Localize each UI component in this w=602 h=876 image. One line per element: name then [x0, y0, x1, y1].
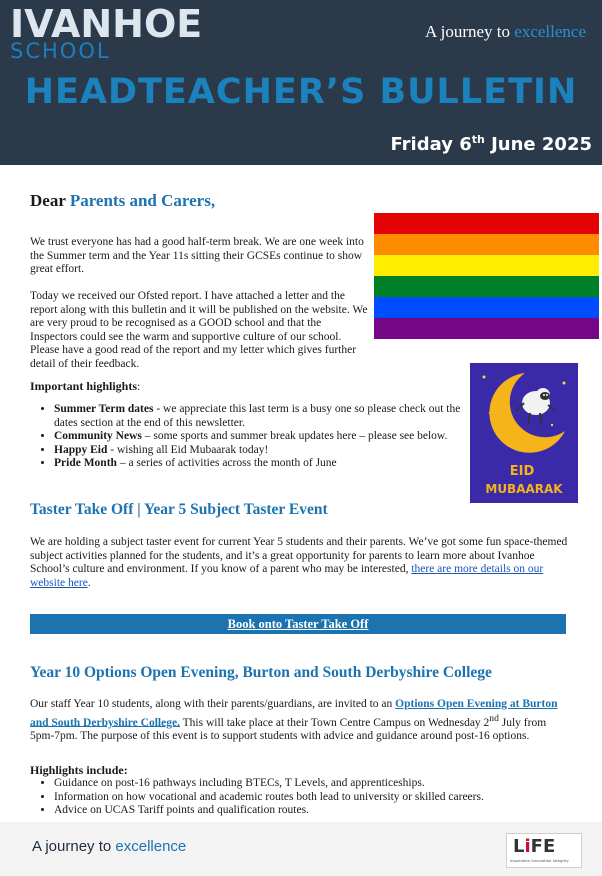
pride-flag-image: [374, 213, 599, 363]
taster-details-link[interactable]: there are more details on our website here: [30, 563, 544, 589]
list-item: • Advice on UCAS Tariff points and qualification routes.: [54, 804, 594, 818]
list-item: • Pride Month – a series of activities across the month of June: [54, 457, 474, 471]
flag-stripe: [374, 234, 599, 255]
eid-mubaarak-image: [470, 363, 578, 503]
greeting: Dear Parents and Carers,: [30, 191, 216, 210]
bulletin-title: HEADTEACHER’S BULLETIN: [24, 72, 578, 112]
eid-text-line2: MUBAARAK: [485, 482, 563, 496]
bulletin-header: [0, 0, 602, 165]
eid-illustration: [470, 363, 578, 503]
options-evening-link[interactable]: Options Open Evening at Burton and South Derbyshire College.: [30, 698, 558, 729]
important-highlights-heading: Important highlights:: [30, 379, 141, 393]
flag-stripe: [374, 318, 599, 339]
eid-text-line1: EID: [509, 464, 535, 479]
flag-stripe: [374, 297, 599, 318]
taster-paragraph: We are holding a subject taster event for current Year 5 students and their parents. We’ve got some fun space-themed subject activities planned for the students, and it’s a great opportunity for parents to learn more about Ivanhoe School’s culture and environment. If you know of a parent who may be interested, there are more details on our website here.: [30, 536, 568, 589]
flag-stripe: [374, 255, 599, 276]
list-item: • Community News – some sports and summer break updates here – please see below.: [54, 430, 474, 444]
important-highlights-list: [30, 403, 474, 471]
bulletin-date: Friday 6th June 2025: [390, 133, 592, 155]
flag-stripe: [374, 276, 599, 297]
list-item: • Happy Eid - wishing all Eid Mubaarak today!: [54, 444, 474, 458]
school-logo-wordmark: IVANHOE: [10, 2, 203, 46]
options-section-title: Year 10 Options Open Evening, Burton and South Derbyshire College: [30, 664, 492, 681]
options-highlights-heading: Highlights include:: [30, 763, 128, 777]
bulletin-footer: [0, 822, 602, 876]
intro-paragraph-2: Today we received our Ofsted report. I have attached a letter and the report along with this bulletin and it will be published on the website. We are very proud to be recognised as a GOOD school and that the Inspectors could see the warm and supportive culture of our school. Please have a good read of the report and my letter which gives further detail of their feedback.: [30, 290, 368, 370]
life-logo-wordmark: LiFE: [513, 836, 556, 857]
intro-paragraph-1: We trust everyone has had a good half-term break. We are one week into the Summer term and the Year 11s sitting their GCSEs continue to show great effort.: [30, 236, 364, 275]
flag-stripe: [374, 213, 599, 234]
list-item: • Information on how vocational and academic routes both lead to university or skilled careers.: [54, 791, 594, 805]
list-item: • Guidance on post-16 pathways including BTECs, T Levels, and apprenticeships.: [54, 777, 594, 791]
taster-section-title: Taster Take Off | Year 5 Subject Taster Event: [30, 501, 328, 518]
options-paragraph: Our staff Year 10 students, along with their parents/guardians, are invited to an Options Open Evening at Burton and South Derbyshire College. This will take place at their Town Centre Campus on Wednesday 2nd July from 5pm-7pm. The purpose of this event is to support students with advice and guidance around post-16 options.: [30, 698, 558, 742]
options-highlights-list: [30, 777, 594, 818]
school-logo-subtitle: SCHOOL: [10, 39, 111, 63]
life-logo-subtitle: Inspiration Innovation Integrity: [510, 858, 569, 863]
life-logo: [506, 833, 582, 868]
book-taster-button[interactable]: Book onto Taster Take Off: [30, 614, 566, 634]
header-tagline: A journey to excellence: [425, 22, 586, 41]
footer-tagline: A journey to excellence: [32, 838, 187, 855]
list-item: • Summer Term dates - we appreciate this last term is a busy one so please check out the dates section at the end of this newsletter.: [54, 403, 474, 430]
